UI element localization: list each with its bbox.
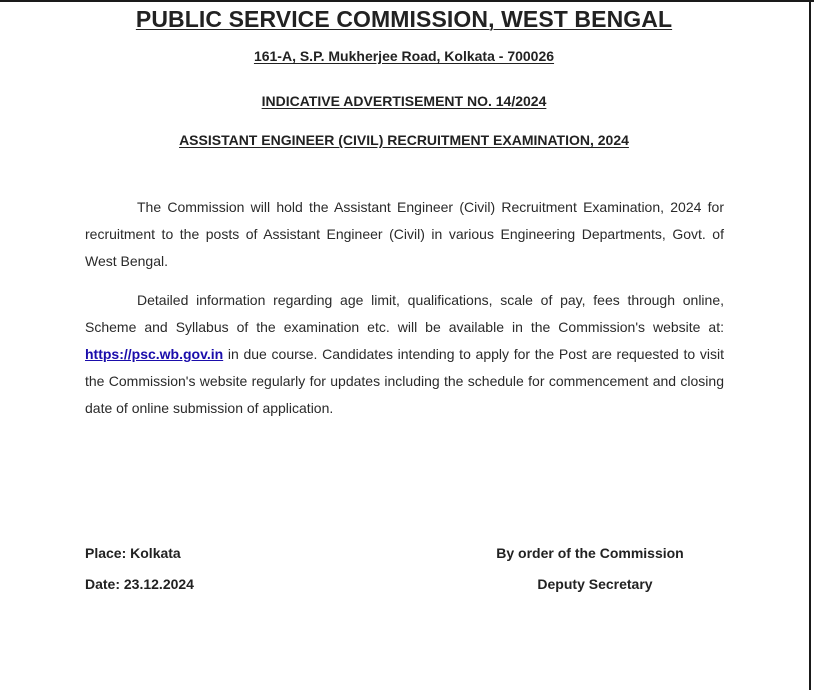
place-label: Place: Kolkata [85,545,181,561]
website-link[interactable]: https://psc.wb.gov.in [85,346,224,362]
advertisement-number: INDICATIVE ADVERTISEMENT NO. 14/2024 [261,93,547,109]
paragraph-details-text-start: Detailed information regarding age limit, qualifications, scale of pay, fees through online, Scheme and Syllabus of the examination etc. will be available in the Commission's website at: [85,292,724,335]
date-label: Date: 23.12.2024 [85,576,194,592]
right-border-line [809,0,811,690]
signatory-label: Deputy Secretary [537,576,653,592]
commission-address: 161-A, S.P. Mukherjee Road, Kolkata - 700026 [253,48,555,64]
exam-title: ASSISTANT ENGINEER (CIVIL) RECRUITMENT EXAMINATION, 2024 [179,132,629,148]
paragraph-details-text-end: in due course. Candidates intending to apply for the Post are requested to visit the Commission's website regularly for updates including the schedule for commencement and closing date of online submission of application. [85,346,724,416]
commission-title: PUBLIC SERVICE COMMISSION, WEST BENGAL [135,6,673,32]
by-order-label: By order of the Commission [496,545,684,561]
top-border-line [0,0,814,2]
paragraph-exam-announcement: The Commission will hold the Assistant Engineer (Civil) Recruitment Examination, 2024 for recruitment to the posts of Assistant Engineer (Civil) in various Engineering Departments, Govt. of West Bengal. [85,199,724,269]
paragraph-details [85,287,724,422]
